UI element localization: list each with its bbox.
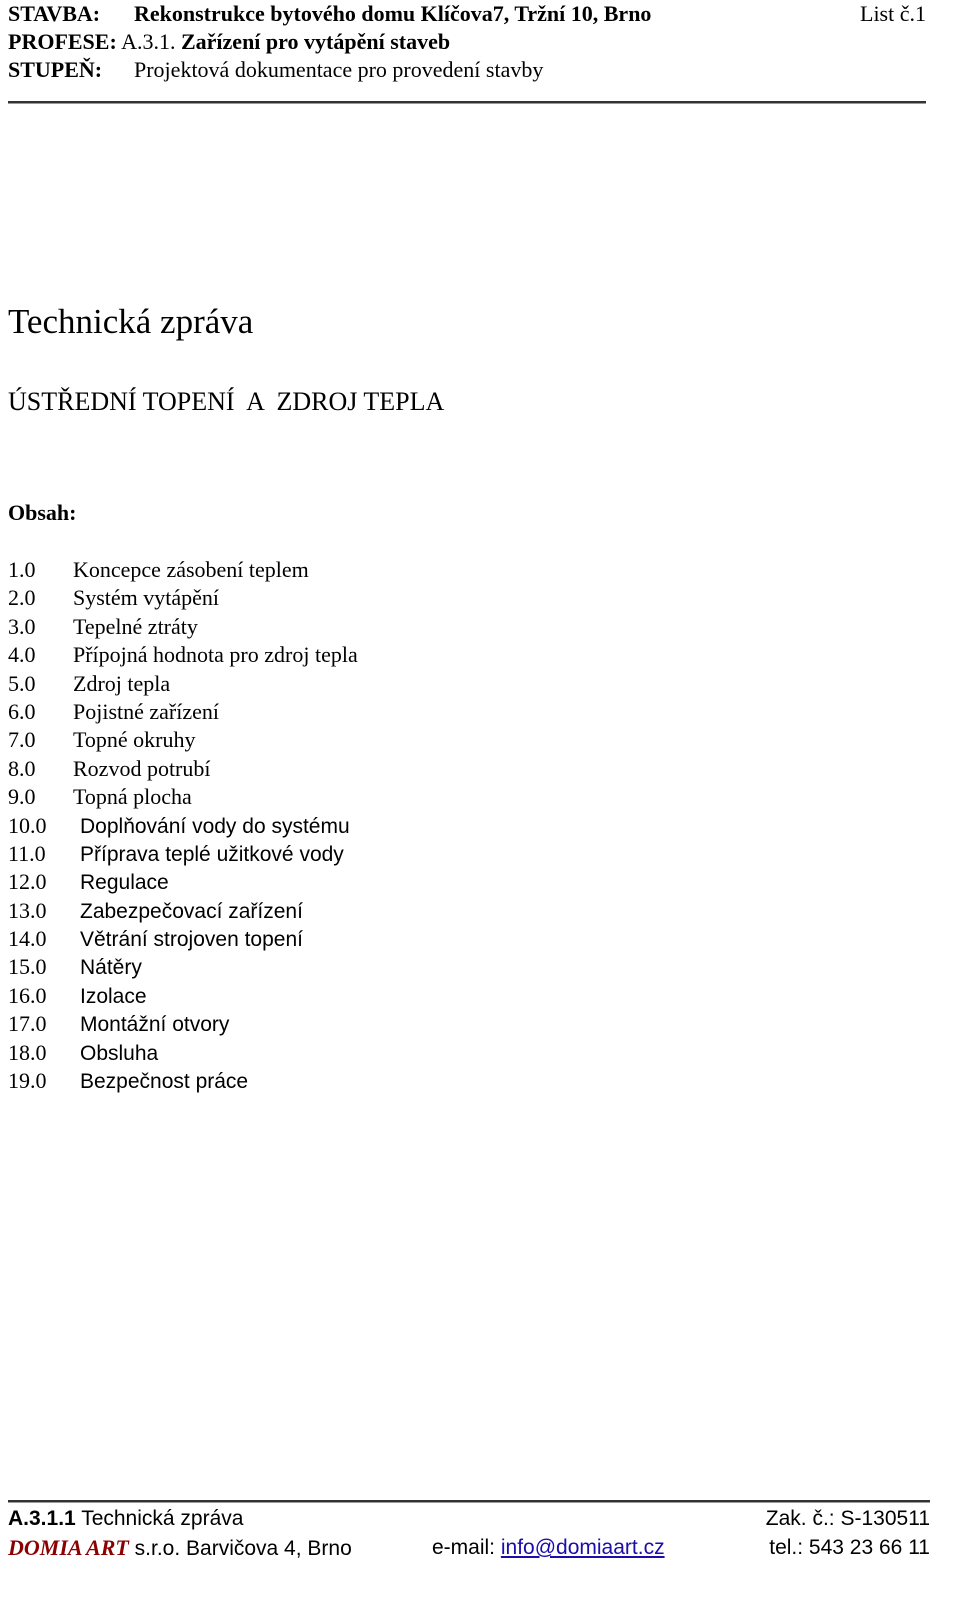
footer-phone: tel.: 543 23 66 11: [769, 1536, 930, 1559]
toc-item-number: 10.0: [8, 812, 47, 838]
toc-item-text: Montážní otvory: [80, 1013, 230, 1037]
profese-code: A.3.1.: [121, 29, 176, 54]
toc-item: [8, 953, 358, 981]
footer-order-number: Zak. č.: S-130511: [765, 1507, 930, 1530]
toc-item-text: Zabezpečovací zařízení: [80, 899, 303, 923]
toc-item-number: 13.0: [8, 897, 47, 923]
toc-item-text: Izolace: [80, 984, 147, 1008]
toc-heading: Obsah:: [8, 500, 77, 525]
toc-item-number: 17.0: [8, 1011, 47, 1037]
toc-item-text: Rozvod potrubí: [73, 755, 211, 781]
footer-company-address: s.r.o. Barvičova 4, Brno: [134, 1537, 352, 1560]
toc-item: [8, 783, 358, 811]
toc-item-number: 1.0: [8, 557, 36, 582]
stavba-value: Rekonstrukce bytového domu Klíčova7, Tržní 10, Brno: [134, 1, 652, 26]
document-title: Technická zpráva: [8, 302, 254, 341]
toc-item: [8, 641, 358, 669]
toc-item-number: 11.0: [8, 840, 46, 866]
toc-item: [8, 812, 358, 840]
table-of-contents: [8, 556, 358, 1095]
toc-item-text: Koncepce zásobení teplem: [73, 557, 309, 582]
toc-item-text: Systém vytápění: [73, 585, 220, 611]
toc-item-number: 14.0: [8, 926, 47, 952]
toc-item-text: Topné okruhy: [73, 727, 196, 753]
toc-item-number: 6.0: [8, 698, 36, 724]
toc-item-number: 18.0: [8, 1039, 47, 1065]
page-number: List č.1: [860, 1, 926, 26]
toc-item: [8, 840, 358, 868]
footer-row-1: [8, 1504, 930, 1533]
header-profese-row: [8, 28, 926, 56]
toc-item: [8, 1010, 358, 1038]
toc-item: [8, 897, 358, 925]
stavba-label: STAVBA:: [8, 1, 101, 26]
footer-email-label: e-mail:: [432, 1536, 496, 1559]
toc-item-text: Pojistné zařízení: [73, 698, 220, 724]
toc-item: [8, 584, 358, 612]
toc-item-text: Topná plocha: [73, 784, 192, 810]
toc-item-text: Přípojná hodnota pro zdroj tepla: [73, 642, 358, 668]
toc-item-number: 16.0: [8, 982, 47, 1008]
toc-item: [8, 868, 358, 896]
document-footer: [8, 1504, 930, 1562]
toc-item-text: Zdroj tepla: [73, 670, 171, 696]
toc-item-text: Nátěry: [80, 956, 142, 980]
toc-item-number: 5.0: [8, 670, 36, 696]
header-stavba-row: [8, 0, 926, 28]
toc-item: [8, 982, 358, 1010]
footer-company-name: DOMIA ART: [8, 1535, 129, 1560]
profese-value: Zařízení pro vytápění staveb: [180, 29, 451, 54]
toc-item-text: Příprava teplé užitkové vody: [80, 842, 344, 866]
toc-item-number: 15.0: [8, 954, 47, 980]
toc-item-text: Obsluha: [80, 1041, 159, 1065]
toc-item-number: 3.0: [8, 613, 36, 639]
header-stupen-row: [8, 56, 926, 84]
toc-item: [8, 726, 358, 754]
stupen-value: Projektová dokumentace pro provedení stavby: [134, 57, 544, 82]
toc-item-number: 2.0: [8, 585, 36, 611]
toc-item-text: Doplňování vody do systému: [80, 814, 350, 838]
footer-email-link[interactable]: info@domiaart.cz: [500, 1536, 665, 1559]
footer-row-2: [8, 1533, 930, 1562]
stupen-label: STUPEŇ:: [8, 57, 103, 82]
toc-item: [8, 755, 358, 783]
footer-email-block: [432, 1533, 665, 1562]
toc-item-text: Tepelné ztráty: [73, 613, 198, 639]
toc-item: [8, 698, 358, 726]
document-header: [8, 0, 926, 84]
toc-item-text: Bezpečnost práce: [80, 1070, 249, 1094]
document-subtitle: ÚSTŘEDNÍ TOPENÍ A ZDROJ TEPLA: [8, 387, 445, 416]
toc-item: [8, 1039, 358, 1067]
footer-doc-title: Technická zpráva: [81, 1507, 244, 1530]
toc-item: [8, 670, 358, 698]
toc-item-number: 19.0: [8, 1068, 47, 1094]
toc-item-number: 7.0: [8, 727, 36, 753]
toc-item: [8, 613, 358, 641]
toc-item-text: Regulace: [80, 871, 169, 895]
footer-doc-code: A.3.1.1: [8, 1507, 76, 1530]
profese-label: PROFESE:: [8, 29, 117, 54]
toc-item-number: 4.0: [8, 642, 36, 668]
footer-divider: [8, 1500, 930, 1503]
toc-item: [8, 556, 358, 584]
toc-item: [8, 925, 358, 953]
header-divider: [8, 101, 926, 104]
toc-item-number: 8.0: [8, 755, 36, 781]
toc-item-number: 12.0: [8, 869, 47, 895]
toc-item: [8, 1067, 358, 1095]
toc-item-text: Větrání strojoven topení: [80, 928, 303, 952]
toc-item-number: 9.0: [8, 784, 36, 810]
